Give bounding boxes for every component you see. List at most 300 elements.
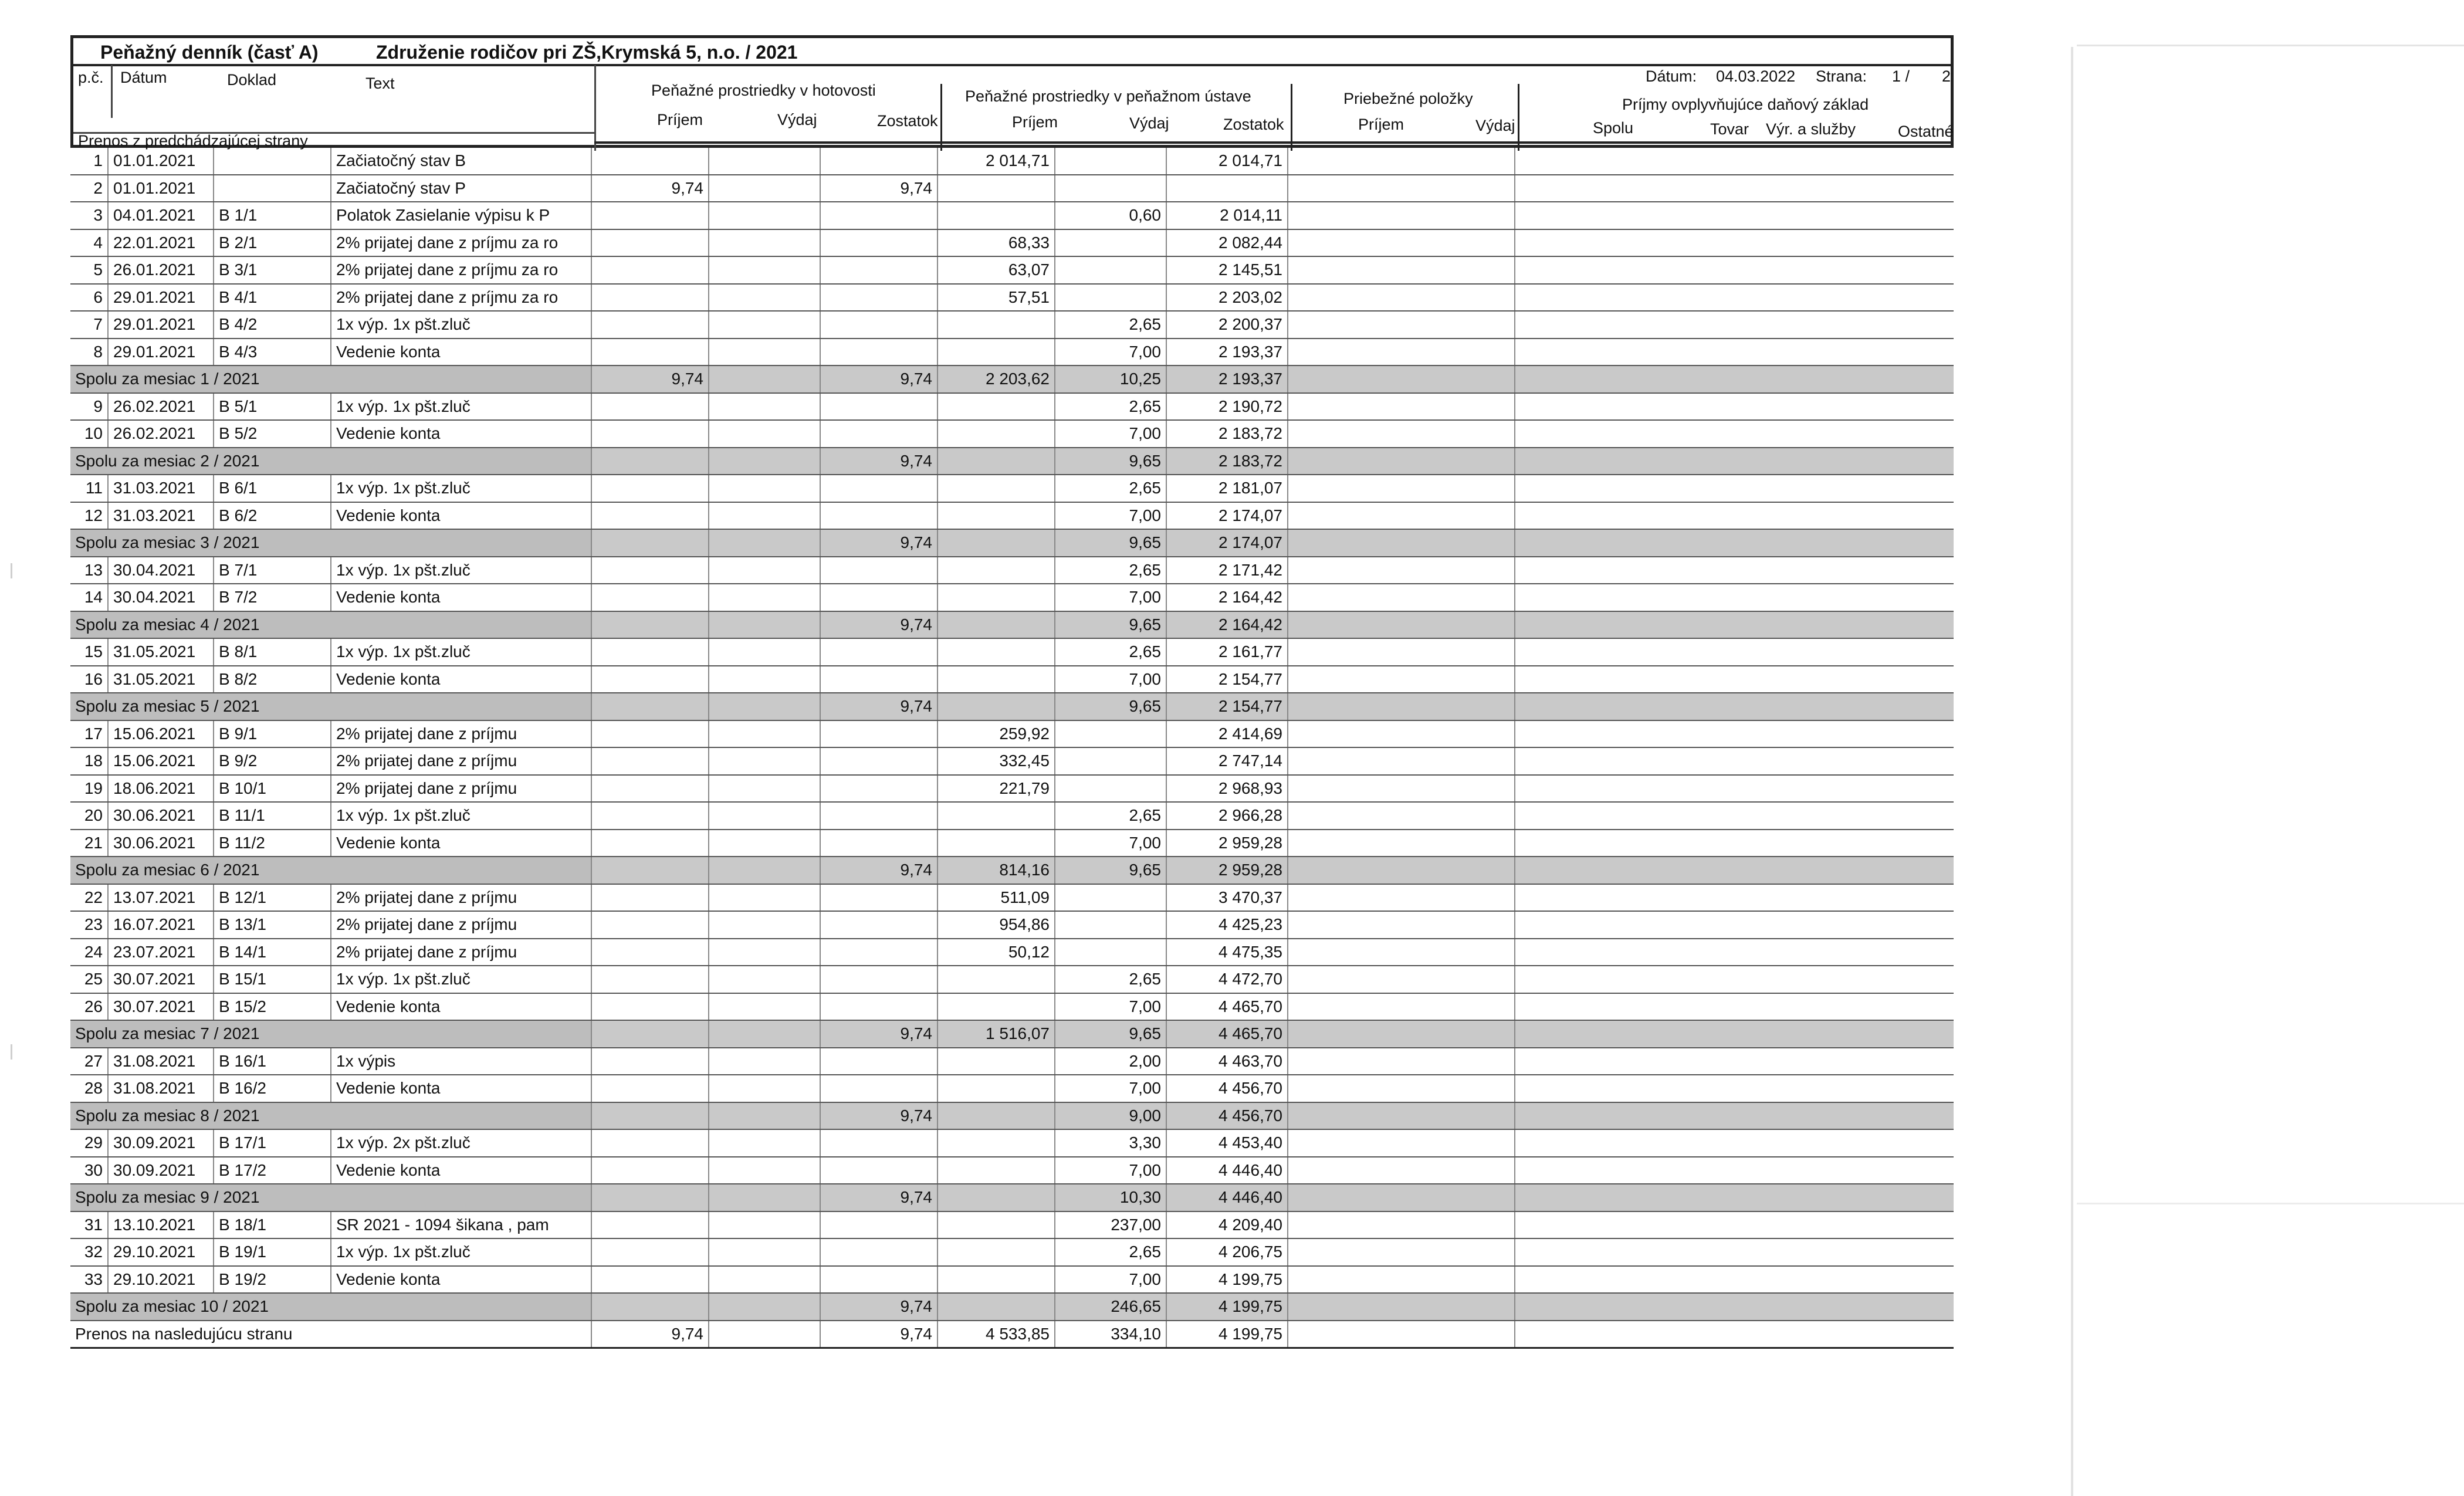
bank-balance: 2 747,14 xyxy=(1166,747,1288,775)
cash-expense xyxy=(709,1184,820,1211)
cash-expense xyxy=(709,775,820,803)
row-text: 2% prijatej dane z príjmu za ro xyxy=(331,284,591,312)
bank-expense xyxy=(1055,256,1166,284)
bank-balance: 2 082,44 xyxy=(1166,229,1288,257)
row-number: 25 xyxy=(70,966,108,993)
tax-income xyxy=(1515,1102,1954,1130)
tax-income xyxy=(1515,584,1954,611)
cash-balance: 9,74 xyxy=(820,365,937,393)
transit-items xyxy=(1288,939,1515,966)
transit-items xyxy=(1288,1048,1515,1075)
row-text: Vedenie konta xyxy=(331,420,591,448)
tax-income xyxy=(1515,1020,1954,1048)
bank-income xyxy=(937,830,1055,857)
bank-expense: 2,65 xyxy=(1055,638,1166,666)
row-date: 31.03.2021 xyxy=(108,502,214,530)
bank-balance: 4 453,40 xyxy=(1166,1129,1288,1157)
bank-balance: 4 199,75 xyxy=(1166,1293,1288,1321)
row-text: Začiatočný stav B xyxy=(331,148,591,175)
row-number: 20 xyxy=(70,802,108,830)
tax-income xyxy=(1515,256,1954,284)
journal-row xyxy=(70,148,1954,175)
cash-expense xyxy=(709,311,820,339)
cash-balance: 9,74 xyxy=(820,1020,937,1048)
tax-income xyxy=(1515,830,1954,857)
page-value: 1 / xyxy=(1892,67,1910,85)
row-text: 1x výpis xyxy=(331,1048,591,1075)
bank-expense: 2,00 xyxy=(1055,1048,1166,1075)
cash-balance xyxy=(820,1129,937,1157)
row-date: 13.07.2021 xyxy=(108,884,214,912)
cash-expense xyxy=(709,638,820,666)
bank-income: 511,09 xyxy=(937,884,1055,912)
journal-row xyxy=(70,939,1954,966)
row-date: 18.06.2021 xyxy=(108,775,214,803)
tax-income xyxy=(1515,339,1954,366)
tax-income xyxy=(1515,502,1954,530)
row-number: 18 xyxy=(70,747,108,775)
cash-income xyxy=(591,229,709,257)
bank-balance: 2 145,51 xyxy=(1166,256,1288,284)
tax-income xyxy=(1515,1211,1954,1239)
journal-title: Peňažný denník (časť A) xyxy=(100,42,319,63)
cash-balance xyxy=(820,966,937,993)
transit-items xyxy=(1288,966,1515,993)
cash-income xyxy=(591,830,709,857)
cash-income xyxy=(591,339,709,366)
cash-balance: 9,74 xyxy=(820,175,937,202)
row-text: Vedenie konta xyxy=(331,339,591,366)
bank-balance: 4 465,70 xyxy=(1166,1020,1288,1048)
row-text: 2% prijatej dane z príjmu xyxy=(331,720,591,748)
tax-income xyxy=(1515,202,1954,229)
bank-balance: 2 174,07 xyxy=(1166,502,1288,530)
row-document: B 5/2 xyxy=(214,420,331,448)
cash-income xyxy=(591,666,709,693)
bank-income: 57,51 xyxy=(937,284,1055,312)
transit-items xyxy=(1288,420,1515,448)
month-total-label: Spolu za mesiac 3 / 2021 xyxy=(70,529,591,557)
bank-expense: 2,65 xyxy=(1055,311,1166,339)
bank-income xyxy=(937,1211,1055,1239)
tax-income xyxy=(1515,1321,1954,1348)
row-date: 16.07.2021 xyxy=(108,911,214,939)
bank-income: 332,45 xyxy=(937,747,1055,775)
bank-income xyxy=(937,1238,1055,1266)
transit-items xyxy=(1288,884,1515,912)
bank-expense: 10,30 xyxy=(1055,1184,1166,1211)
cash-balance xyxy=(820,884,937,912)
bank-expense: 9,65 xyxy=(1055,857,1166,884)
tax-income xyxy=(1515,802,1954,830)
cash-expense xyxy=(709,584,820,611)
transit-items xyxy=(1288,365,1515,393)
bank-income xyxy=(937,693,1055,720)
bank-income xyxy=(937,1048,1055,1075)
row-text: Vedenie konta xyxy=(331,502,591,530)
row-text: Vedenie konta xyxy=(331,1266,591,1294)
cash-balance xyxy=(820,638,937,666)
bank-balance: 2 200,37 xyxy=(1166,311,1288,339)
bank-expense xyxy=(1055,229,1166,257)
row-number: 6 xyxy=(70,284,108,312)
month-total-label: Spolu za mesiac 1 / 2021 xyxy=(70,365,591,393)
bank-balance: 2 164,42 xyxy=(1166,611,1288,639)
col-cash-bal: Zostatok xyxy=(877,112,938,130)
cash-income xyxy=(591,448,709,475)
bank-expense xyxy=(1055,884,1166,912)
row-text: 2% prijatej dane z príjmu xyxy=(331,939,591,966)
cash-expense xyxy=(709,1129,820,1157)
row-number: 26 xyxy=(70,993,108,1021)
journal-row xyxy=(70,1075,1954,1102)
bank-income: 954,86 xyxy=(937,911,1055,939)
tax-income xyxy=(1515,638,1954,666)
bank-income xyxy=(937,1293,1055,1321)
transit-items xyxy=(1288,256,1515,284)
bank-balance: 2 161,77 xyxy=(1166,638,1288,666)
col-transit-out: Výdaj xyxy=(1475,117,1515,134)
bank-expense xyxy=(1055,148,1166,175)
tax-income xyxy=(1515,557,1954,584)
bank-balance: 4 463,70 xyxy=(1166,1048,1288,1075)
cash-expense xyxy=(709,557,820,584)
cash-expense xyxy=(709,611,820,639)
row-number: 31 xyxy=(70,1211,108,1239)
tax-income xyxy=(1515,475,1954,502)
cash-balance: 9,74 xyxy=(820,1321,937,1348)
row-date: 26.01.2021 xyxy=(108,256,214,284)
tax-income xyxy=(1515,448,1954,475)
cash-balance: 9,74 xyxy=(820,693,937,720)
bank-balance: 2 014,71 xyxy=(1166,148,1288,175)
journal-row xyxy=(70,1129,1954,1157)
bank-income: 50,12 xyxy=(937,939,1055,966)
tax-income xyxy=(1515,284,1954,312)
transit-items xyxy=(1288,666,1515,693)
carry-in-label: Prenos z predchádzajúcej strany xyxy=(78,132,308,150)
bank-expense xyxy=(1055,747,1166,775)
journal-row xyxy=(70,775,1954,803)
scan-speck xyxy=(11,563,12,578)
cash-income xyxy=(591,256,709,284)
bank-income xyxy=(937,966,1055,993)
tax-income xyxy=(1515,911,1954,939)
row-document: B 6/2 xyxy=(214,502,331,530)
month-total-label: Spolu za mesiac 2 / 2021 xyxy=(70,448,591,475)
bank-expense: 9,65 xyxy=(1055,529,1166,557)
cash-income xyxy=(591,1020,709,1048)
row-number: 11 xyxy=(70,475,108,502)
bank-balance: 2 414,69 xyxy=(1166,720,1288,748)
bank-expense: 2,65 xyxy=(1055,1238,1166,1266)
transit-items xyxy=(1288,1293,1515,1321)
cash-income xyxy=(591,1211,709,1239)
cash-income xyxy=(591,802,709,830)
bank-balance: 4 446,40 xyxy=(1166,1157,1288,1184)
journal-row xyxy=(70,1157,1954,1184)
tax-income xyxy=(1515,1157,1954,1184)
cash-balance xyxy=(820,830,937,857)
transit-items xyxy=(1288,775,1515,803)
journal-row xyxy=(70,229,1954,257)
bank-income xyxy=(937,802,1055,830)
bank-expense: 237,00 xyxy=(1055,1211,1166,1239)
month-total-label: Spolu za mesiac 9 / 2021 xyxy=(70,1184,591,1211)
page-total: 2 xyxy=(1942,67,1951,85)
bank-balance xyxy=(1166,175,1288,202)
cash-income xyxy=(591,1238,709,1266)
bank-expense: 7,00 xyxy=(1055,1075,1166,1102)
cash-expense xyxy=(709,529,820,557)
bank-income xyxy=(937,475,1055,502)
bank-expense: 9,65 xyxy=(1055,1020,1166,1048)
bank-balance: 4 475,35 xyxy=(1166,939,1288,966)
row-number: 9 xyxy=(70,393,108,421)
transit-items xyxy=(1288,1321,1515,1348)
transit-items xyxy=(1288,911,1515,939)
cash-balance: 9,74 xyxy=(820,529,937,557)
bank-expense: 7,00 xyxy=(1055,993,1166,1021)
cash-expense xyxy=(709,966,820,993)
row-number: 15 xyxy=(70,638,108,666)
row-number: 8 xyxy=(70,339,108,366)
cash-expense xyxy=(709,802,820,830)
tax-income xyxy=(1515,747,1954,775)
row-number: 29 xyxy=(70,1129,108,1157)
row-date: 30.09.2021 xyxy=(108,1129,214,1157)
row-date: 29.10.2021 xyxy=(108,1266,214,1294)
bank-income xyxy=(937,1129,1055,1157)
bank-income: 1 516,07 xyxy=(937,1020,1055,1048)
row-date: 30.06.2021 xyxy=(108,802,214,830)
col-header-doc: Doklad xyxy=(227,71,277,89)
row-document xyxy=(214,175,331,202)
bank-balance: 2 190,72 xyxy=(1166,393,1288,421)
cash-balance xyxy=(820,393,937,421)
col-transit-in: Príjem xyxy=(1358,116,1404,133)
cash-income xyxy=(591,966,709,993)
month-total-label: Spolu za mesiac 8 / 2021 xyxy=(70,1102,591,1130)
bank-balance: 4 472,70 xyxy=(1166,966,1288,993)
cash-balance xyxy=(820,939,937,966)
bank-expense: 2,65 xyxy=(1055,475,1166,502)
transit-items xyxy=(1288,693,1515,720)
row-text: 2% prijatej dane z príjmu xyxy=(331,747,591,775)
cash-balance xyxy=(820,747,937,775)
cash-income xyxy=(591,638,709,666)
row-date: 01.01.2021 xyxy=(108,148,214,175)
cash-income xyxy=(591,857,709,884)
cash-income xyxy=(591,775,709,803)
transit-items xyxy=(1288,339,1515,366)
transit-items xyxy=(1288,475,1515,502)
row-document: B 2/1 xyxy=(214,229,331,257)
bank-balance: 4 206,75 xyxy=(1166,1238,1288,1266)
bank-income xyxy=(937,175,1055,202)
journal-row xyxy=(70,311,1954,339)
tax-income xyxy=(1515,365,1954,393)
transit-items xyxy=(1288,747,1515,775)
row-number: 24 xyxy=(70,939,108,966)
cash-expense xyxy=(709,175,820,202)
cash-balance xyxy=(820,993,937,1021)
row-text: Vedenie konta xyxy=(331,993,591,1021)
scan-edge xyxy=(2077,1203,2464,1204)
row-date: 26.02.2021 xyxy=(108,393,214,421)
tax-income xyxy=(1515,693,1954,720)
cash-income xyxy=(591,1266,709,1294)
bank-balance: 2 959,28 xyxy=(1166,830,1288,857)
bank-balance: 2 154,77 xyxy=(1166,693,1288,720)
cash-expense xyxy=(709,747,820,775)
row-text: 2% prijatej dane z príjmu za ro xyxy=(331,229,591,257)
bank-balance: 2 014,11 xyxy=(1166,202,1288,229)
cash-balance xyxy=(820,311,937,339)
bank-income xyxy=(937,993,1055,1021)
row-document: B 10/1 xyxy=(214,775,331,803)
row-document: B 4/1 xyxy=(214,284,331,312)
cash-income xyxy=(591,529,709,557)
bank-balance: 3 470,37 xyxy=(1166,884,1288,912)
bank-expense: 7,00 xyxy=(1055,339,1166,366)
bank-expense: 3,30 xyxy=(1055,1129,1166,1157)
cash-expense xyxy=(709,1048,820,1075)
journal-row xyxy=(70,720,1954,748)
row-text: Vedenie konta xyxy=(331,1075,591,1102)
group-tax: Príjmy ovplyvňujúce daňový základ xyxy=(1622,96,1869,113)
cash-balance xyxy=(820,775,937,803)
cash-balance xyxy=(820,911,937,939)
row-number: 1 xyxy=(70,148,108,175)
cash-income xyxy=(591,1184,709,1211)
bank-balance: 2 181,07 xyxy=(1166,475,1288,502)
transit-items xyxy=(1288,638,1515,666)
cash-income xyxy=(591,1157,709,1184)
bank-expense: 246,65 xyxy=(1055,1293,1166,1321)
scan-edge xyxy=(2071,47,2073,1496)
month-total-label: Spolu za mesiac 7 / 2021 xyxy=(70,1020,591,1048)
journal-row xyxy=(70,557,1954,584)
bank-income xyxy=(937,1075,1055,1102)
journal-row xyxy=(70,475,1954,502)
col-tax-other: Ostatné xyxy=(1898,123,1954,140)
cash-expense xyxy=(709,884,820,912)
cash-balance xyxy=(820,148,937,175)
bank-income xyxy=(937,202,1055,229)
bank-income xyxy=(937,529,1055,557)
bank-income xyxy=(937,448,1055,475)
cash-balance: 9,74 xyxy=(820,1293,937,1321)
bank-income: 259,92 xyxy=(937,720,1055,748)
cash-balance xyxy=(820,339,937,366)
cash-balance: 9,74 xyxy=(820,857,937,884)
journal-row xyxy=(70,1238,1954,1266)
row-date: 31.03.2021 xyxy=(108,475,214,502)
bank-balance: 4 199,75 xyxy=(1166,1266,1288,1294)
row-text: 1x výp. 1x pšt.zluč xyxy=(331,311,591,339)
bank-balance: 2 203,02 xyxy=(1166,284,1288,312)
transit-items xyxy=(1288,175,1515,202)
tax-income xyxy=(1515,666,1954,693)
cash-expense xyxy=(709,720,820,748)
row-number: 22 xyxy=(70,884,108,912)
cash-expense xyxy=(709,1293,820,1321)
cash-expense xyxy=(709,1266,820,1294)
row-text: Vedenie konta xyxy=(331,830,591,857)
row-document: B 6/1 xyxy=(214,475,331,502)
transit-items xyxy=(1288,311,1515,339)
cash-balance xyxy=(820,557,937,584)
month-total-label: Spolu za mesiac 6 / 2021 xyxy=(70,857,591,884)
cash-balance xyxy=(820,229,937,257)
cash-balance xyxy=(820,1157,937,1184)
row-document: B 18/1 xyxy=(214,1211,331,1239)
row-text: 1x výp. 1x pšt.zluč xyxy=(331,393,591,421)
tax-income xyxy=(1515,939,1954,966)
row-document: B 17/1 xyxy=(214,1129,331,1157)
transit-items xyxy=(1288,557,1515,584)
row-document: B 15/2 xyxy=(214,993,331,1021)
tax-income xyxy=(1515,775,1954,803)
cash-expense xyxy=(709,1020,820,1048)
cash-income xyxy=(591,420,709,448)
cash-expense xyxy=(709,229,820,257)
row-number: 17 xyxy=(70,720,108,748)
row-number: 19 xyxy=(70,775,108,803)
bank-balance: 2 959,28 xyxy=(1166,857,1288,884)
row-date: 29.01.2021 xyxy=(108,284,214,312)
tax-income xyxy=(1515,1075,1954,1102)
bank-income xyxy=(937,611,1055,639)
journal-row xyxy=(70,747,1954,775)
bank-income xyxy=(937,1102,1055,1130)
col-header-text: Text xyxy=(365,75,395,92)
journal-row xyxy=(70,502,1954,530)
row-date: 31.08.2021 xyxy=(108,1048,214,1075)
bank-balance: 2 171,42 xyxy=(1166,557,1288,584)
cash-balance: 9,74 xyxy=(820,611,937,639)
row-date: 30.04.2021 xyxy=(108,557,214,584)
row-document: B 8/1 xyxy=(214,638,331,666)
cash-balance xyxy=(820,1238,937,1266)
row-document: B 15/1 xyxy=(214,966,331,993)
journal-row xyxy=(70,175,1954,202)
cash-expense xyxy=(709,1157,820,1184)
cash-expense xyxy=(709,148,820,175)
tax-income xyxy=(1515,148,1954,175)
cash-balance xyxy=(820,284,937,312)
tax-income xyxy=(1515,884,1954,912)
row-number: 33 xyxy=(70,1266,108,1294)
bank-income xyxy=(937,311,1055,339)
row-date: 30.06.2021 xyxy=(108,830,214,857)
tax-income xyxy=(1515,720,1954,748)
transit-items xyxy=(1288,1266,1515,1294)
cash-expense xyxy=(709,502,820,530)
transit-items xyxy=(1288,830,1515,857)
row-number: 27 xyxy=(70,1048,108,1075)
journal-sheet xyxy=(70,35,1965,1420)
cash-income xyxy=(591,1129,709,1157)
bank-expense xyxy=(1055,720,1166,748)
cash-income: 9,74 xyxy=(591,365,709,393)
scan-edge xyxy=(2077,45,2464,46)
transit-items xyxy=(1288,611,1515,639)
cash-expense xyxy=(709,666,820,693)
cash-expense xyxy=(709,393,820,421)
cash-income: 9,74 xyxy=(591,175,709,202)
